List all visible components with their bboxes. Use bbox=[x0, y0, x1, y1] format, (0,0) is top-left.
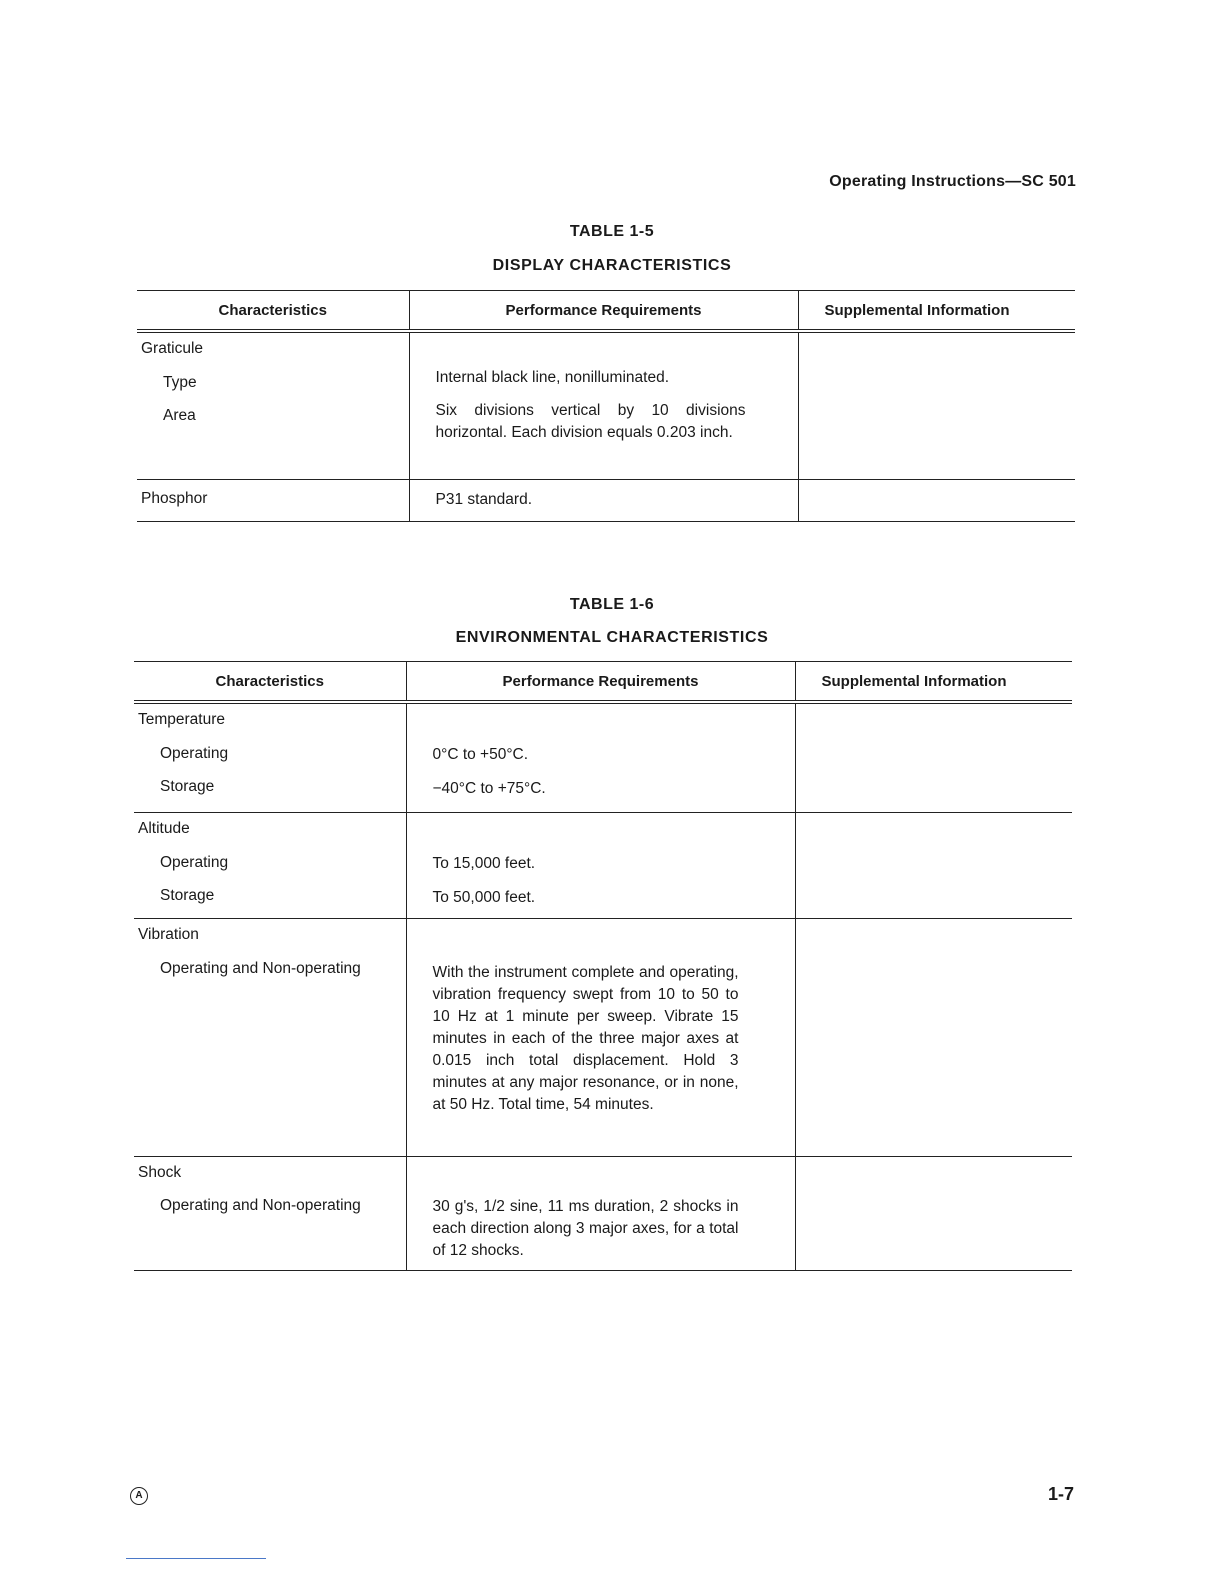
row-label-area: Area bbox=[163, 407, 196, 424]
group-label-graticule: Graticule bbox=[141, 340, 204, 357]
performance-cell bbox=[409, 479, 798, 521]
column-header-characteristics: Characteristics bbox=[134, 662, 406, 703]
group-label-shock: Shock bbox=[138, 1163, 182, 1181]
group-label-phosphor: Phosphor bbox=[141, 489, 208, 507]
table-row bbox=[134, 918, 1072, 1156]
column-header-performance: Performance Requirements bbox=[406, 662, 795, 703]
type-value: Internal black line, nonilluminated. bbox=[435, 369, 669, 386]
performance-cell bbox=[406, 812, 795, 918]
publisher-mark-icon: A bbox=[130, 1487, 148, 1505]
column-header-supplemental: Supplemental Information bbox=[795, 662, 1072, 703]
table-1-6-title: ENVIRONMENTAL CHARACTERISTICS bbox=[455, 629, 769, 646]
phosphor-value: P31 standard. bbox=[435, 490, 533, 508]
table-row bbox=[134, 812, 1072, 918]
row-label-storage: Storage bbox=[160, 886, 215, 904]
table-row bbox=[137, 331, 1075, 479]
characteristics-cell bbox=[134, 702, 406, 812]
table-row bbox=[137, 479, 1075, 521]
vibration-value: With the instrument complete and operating, vibration frequency swept from 10 to 50 to 10 Hz at 1 minute per sweep. Vibrate 15 minutes in each of the three major axes at 0.015 inch total displacement. Hold 3 minutes at any major resonance, or in none, at 50 Hz. Total time, 54 minutes. bbox=[432, 963, 739, 1113]
environmental-characteristics-table bbox=[134, 661, 1072, 1271]
performance-cell bbox=[406, 918, 795, 1156]
group-label-altitude: Altitude bbox=[138, 819, 190, 837]
characteristics-cell bbox=[137, 479, 409, 521]
altitude-storage-value: To 50,000 feet. bbox=[432, 888, 536, 906]
column-header-characteristics: Characteristics bbox=[137, 291, 409, 332]
table-row bbox=[134, 1156, 1072, 1270]
page-number: 1-7 bbox=[1047, 1484, 1074, 1504]
table-header-row bbox=[134, 662, 1072, 703]
altitude-operating-value: To 15,000 feet. bbox=[432, 854, 536, 872]
column-header-performance: Performance Requirements bbox=[409, 291, 798, 332]
table-row bbox=[134, 702, 1072, 812]
supplemental-cell bbox=[795, 1156, 1072, 1270]
temperature-storage-value: −40°C to +75°C. bbox=[432, 780, 546, 797]
performance-cell bbox=[409, 331, 798, 479]
area-value: Six divisions vertical by 10 divisions horizontal. Each division equals 0.203 inch. bbox=[435, 402, 746, 441]
table-1-5-title: DISPLAY CHARACTERISTICS bbox=[492, 257, 732, 274]
row-label-operating: Operating bbox=[160, 853, 229, 871]
table-header-row bbox=[137, 291, 1075, 332]
divider bbox=[126, 1558, 266, 1559]
supplemental-cell bbox=[798, 479, 1075, 521]
supplemental-cell bbox=[798, 331, 1075, 479]
supplemental-cell bbox=[795, 702, 1072, 812]
row-label-type: Type bbox=[163, 374, 197, 391]
table-1-6-number: TABLE 1-6 bbox=[569, 596, 655, 613]
performance-cell bbox=[406, 1156, 795, 1270]
group-label-temperature: Temperature bbox=[138, 711, 226, 728]
group-label-vibration: Vibration bbox=[138, 925, 199, 943]
column-header-supplemental: Supplemental Information bbox=[798, 291, 1075, 332]
row-label-operating-non-operating: Operating and Non-operating bbox=[160, 1196, 361, 1214]
row-label-operating: Operating bbox=[160, 745, 229, 762]
characteristics-cell bbox=[134, 1156, 406, 1270]
characteristics-cell bbox=[137, 331, 409, 479]
supplemental-cell bbox=[795, 812, 1072, 918]
supplemental-cell bbox=[795, 918, 1072, 1156]
table-1-5-number: TABLE 1-5 bbox=[569, 223, 655, 240]
display-characteristics-table bbox=[137, 290, 1075, 522]
row-label-operating-non-operating: Operating and Non-operating bbox=[160, 959, 361, 977]
temperature-operating-value: 0°C to +50°C. bbox=[432, 746, 529, 763]
running-header: Operating Instructions—SC 501 bbox=[829, 173, 1076, 190]
shock-value: 30 g's, 1/2 sine, 11 ms duration, 2 shocks in each direction along 3 major axes, for a total of 12 shocks. bbox=[432, 1197, 739, 1259]
characteristics-cell bbox=[134, 812, 406, 918]
performance-cell bbox=[406, 702, 795, 812]
characteristics-cell bbox=[134, 918, 406, 1156]
row-label-storage: Storage bbox=[160, 778, 215, 795]
